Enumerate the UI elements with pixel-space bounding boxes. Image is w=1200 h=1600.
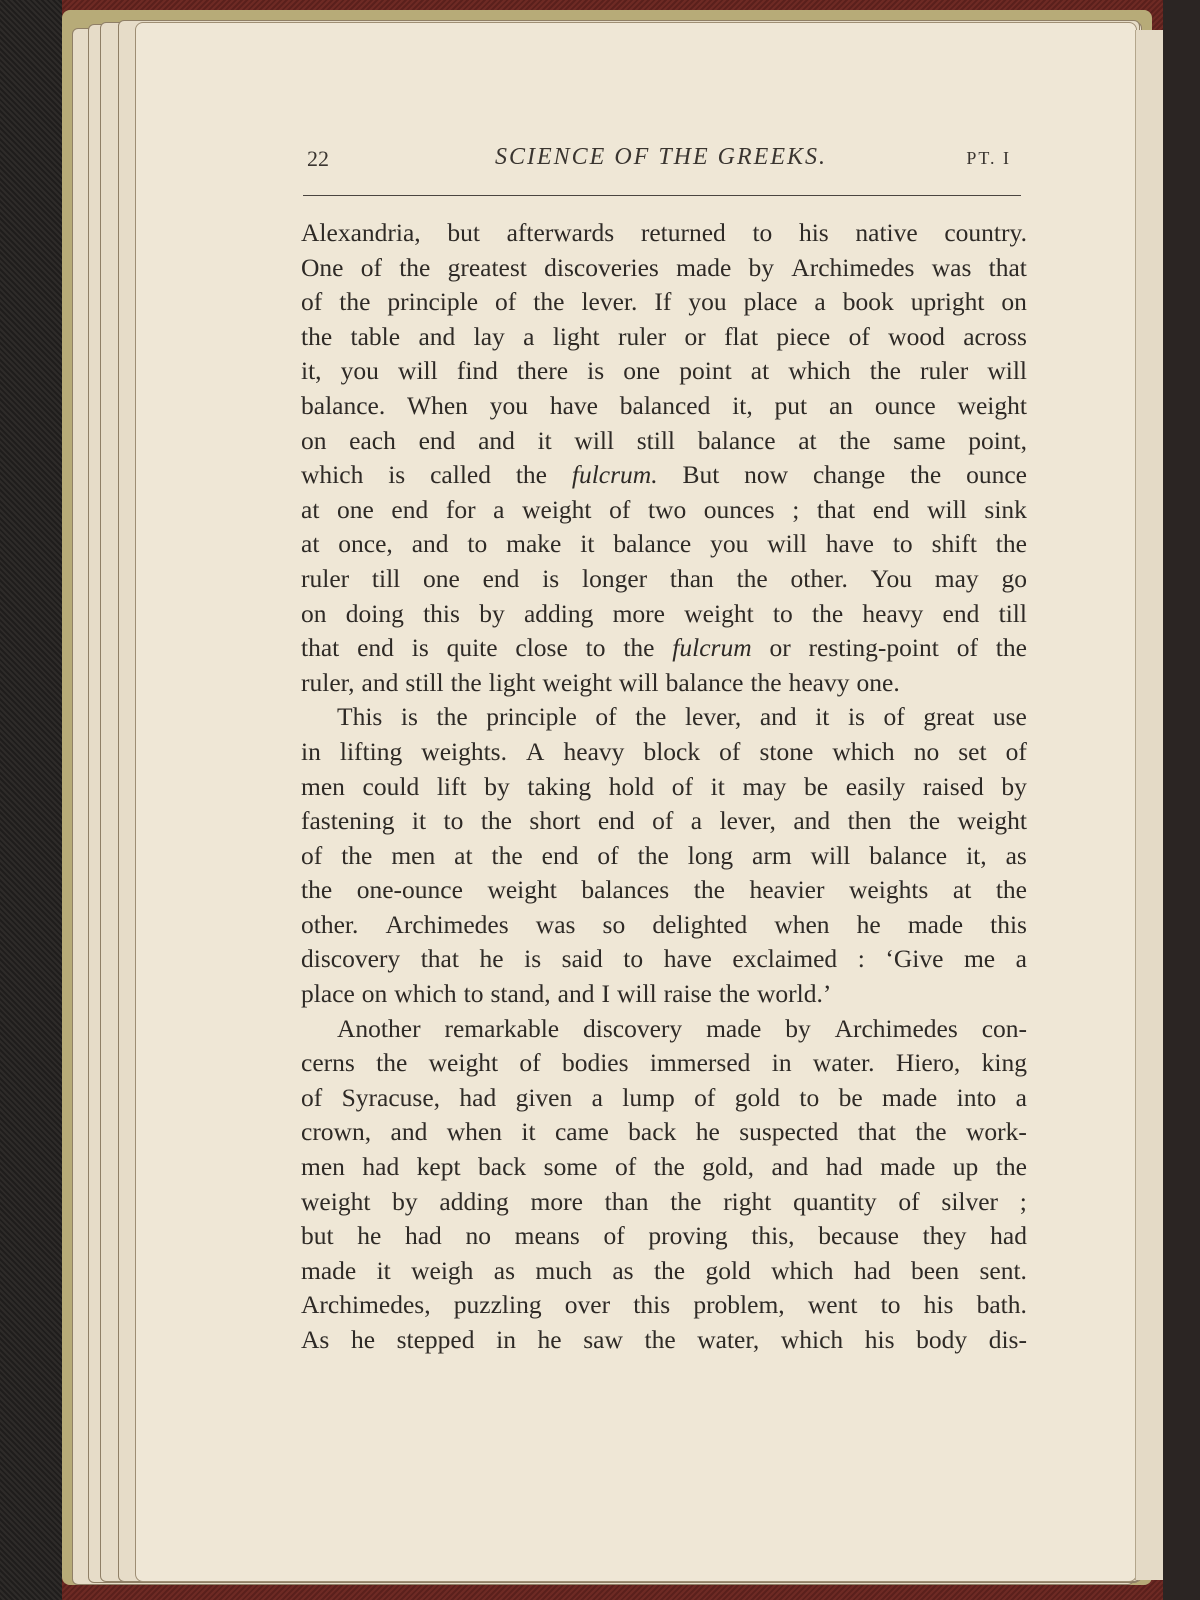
text-line: the one-ounce weight balances the heavier weights at the bbox=[301, 875, 1027, 905]
text-line: men had kept back some of the gold, and had made up the bbox=[301, 1152, 1027, 1182]
text-line: of the men at the end of the long arm will balance it, as bbox=[301, 840, 1027, 870]
right-background bbox=[1163, 0, 1200, 1600]
running-title: SCIENCE OF THE GREEKS. bbox=[495, 144, 827, 170]
text-line: Alexandria, but afterwards returned to his native country. bbox=[301, 218, 1027, 247]
text-line: at once, and to make it balance you will have to shift the bbox=[301, 529, 1027, 559]
text-line: As he stepped in he saw the water, which his body dis- bbox=[301, 1325, 1027, 1354]
text-line: other. Archimedes was so delighted when he made this bbox=[301, 909, 1027, 939]
text-line: One of the greatest discoveries made by Archimedes was that bbox=[301, 252, 1027, 282]
text-line: Another remarkable discovery made by Archimedes con- bbox=[337, 1013, 1027, 1043]
text-line: weight by adding more than the right quantity of silver ; bbox=[301, 1186, 1027, 1216]
running-header bbox=[301, 146, 1021, 176]
text-line: cerns the weight of bodies immersed in water. Hiero, king bbox=[301, 1048, 1027, 1078]
text-line: on doing this by adding more weight to the heavy end till bbox=[301, 598, 1027, 628]
text-line: in lifting weights. A heavy block of stone which no set of bbox=[301, 736, 1027, 766]
text-line: ruler till one end is longer than the other. You may go bbox=[301, 563, 1027, 593]
text-line: ruler, and still the light weight will balance the heavy one. bbox=[301, 667, 900, 697]
text-line: This is the principle of the lever, and it is of great use bbox=[337, 702, 1027, 732]
text-line: of the principle of the lever. If you place a book upright on bbox=[301, 287, 1027, 317]
text-line: it, you will find there is one point at which the ruler will bbox=[301, 356, 1027, 386]
text-line: on each end and it will still balance at the same point, bbox=[301, 425, 1027, 455]
text-line: of Syracuse, had given a lump of gold to be made into a bbox=[301, 1082, 1027, 1112]
facing-page-edge bbox=[1135, 30, 1164, 1580]
text-line: the table and lay a light ruler or flat piece of wood across bbox=[301, 321, 1027, 351]
text-line: which is called the fulcrum. But now change the ounce bbox=[301, 460, 1027, 490]
text-line: crown, and when it came back he suspected that the work- bbox=[301, 1117, 1027, 1147]
text-line: balance. When you have balanced it, put an ounce weight bbox=[301, 390, 1027, 420]
text-line: Archimedes, puzzling over this problem, went to his bath. bbox=[301, 1290, 1027, 1320]
part-label: PT. I bbox=[966, 148, 1011, 168]
page-number: 22 bbox=[307, 146, 329, 171]
text-line: at one end for a weight of two ounces ; that end will sink bbox=[301, 494, 1027, 524]
text-line: men could lift by taking hold of it may be easily raised by bbox=[301, 771, 1027, 801]
text-line: discovery that he is said to have exclaimed : ‘Give me a bbox=[301, 944, 1027, 974]
text-line: made it weigh as much as the gold which had been sent. bbox=[301, 1255, 1027, 1285]
text-line: place on which to stand, and I will raise the world.’ bbox=[301, 979, 832, 1009]
body-text bbox=[301, 216, 1027, 1358]
header-rule bbox=[303, 195, 1021, 196]
text-line: fastening it to the short end of a lever, and then the weight bbox=[301, 806, 1027, 836]
text-line: but he had no means of proving this, because they had bbox=[301, 1221, 1027, 1251]
text-line: that end is quite close to the fulcrum or resting-point of the bbox=[301, 633, 1027, 663]
